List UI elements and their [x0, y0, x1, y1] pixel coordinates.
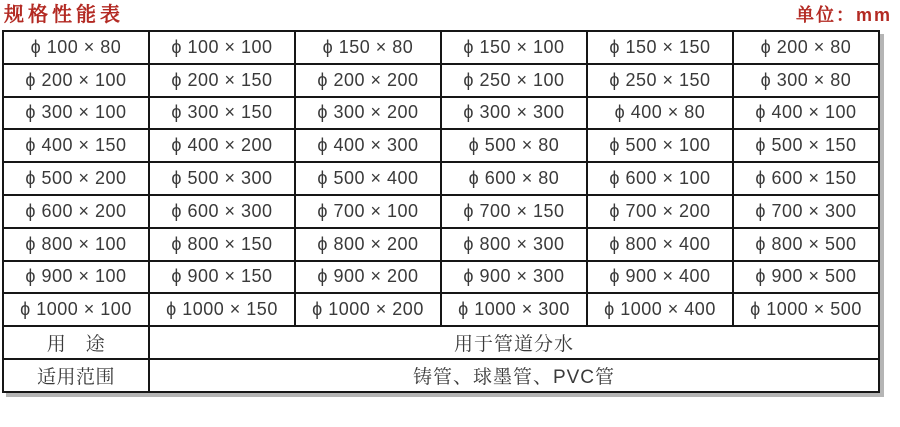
- spec-cell: ϕ 500 × 80: [441, 129, 587, 162]
- spec-row: [3, 64, 879, 97]
- spec-cell: ϕ 400 × 80: [587, 97, 733, 130]
- spec-cell: ϕ 600 × 200: [3, 195, 149, 228]
- spec-cell: ϕ 500 × 150: [733, 129, 879, 162]
- spec-cell: ϕ 900 × 300: [441, 261, 587, 294]
- spec-cell: ϕ 800 × 200: [295, 228, 441, 261]
- spec-cell: ϕ 200 × 100: [3, 64, 149, 97]
- spec-cell: ϕ 600 × 100: [587, 162, 733, 195]
- spec-cell: ϕ 1000 × 200: [295, 293, 441, 326]
- spec-cell: ϕ 1000 × 400: [587, 293, 733, 326]
- spec-row: [3, 31, 879, 64]
- spec-cell: ϕ 500 × 200: [3, 162, 149, 195]
- spec-table-body: [3, 31, 879, 326]
- spec-cell: ϕ 1000 × 500: [733, 293, 879, 326]
- spec-cell: ϕ 900 × 150: [149, 261, 295, 294]
- scope-value: 铸管、球墨管、PVC管: [149, 359, 879, 392]
- spec-cell: ϕ 300 × 200: [295, 97, 441, 130]
- spec-cell: ϕ 400 × 300: [295, 129, 441, 162]
- spec-row: [3, 162, 879, 195]
- spec-cell: ϕ 900 × 200: [295, 261, 441, 294]
- spec-row: [3, 261, 879, 294]
- spec-cell: ϕ 900 × 500: [733, 261, 879, 294]
- spec-row: [3, 195, 879, 228]
- spec-cell: ϕ 150 × 80: [295, 31, 441, 64]
- spec-row: [3, 97, 879, 130]
- scope-label: 适用范围: [3, 359, 149, 392]
- spec-cell: ϕ 100 × 100: [149, 31, 295, 64]
- page-header: [0, 0, 900, 28]
- spec-cell: ϕ 600 × 80: [441, 162, 587, 195]
- spec-cell: ϕ 700 × 300: [733, 195, 879, 228]
- spec-cell: ϕ 400 × 150: [3, 129, 149, 162]
- spec-table: [2, 30, 880, 393]
- spec-cell: ϕ 1000 × 100: [3, 293, 149, 326]
- unit-label: 单位：mm: [795, 5, 892, 25]
- spec-cell: ϕ 900 × 100: [3, 261, 149, 294]
- spec-cell: ϕ 300 × 150: [149, 97, 295, 130]
- page-title: 规格性能表: [4, 4, 124, 26]
- spec-cell: ϕ 500 × 400: [295, 162, 441, 195]
- spec-row: [3, 129, 879, 162]
- spec-cell: ϕ 800 × 300: [441, 228, 587, 261]
- spec-cell: ϕ 700 × 200: [587, 195, 733, 228]
- spec-cell: ϕ 150 × 100: [441, 31, 587, 64]
- spec-cell: ϕ 800 × 400: [587, 228, 733, 261]
- spec-row: [3, 293, 879, 326]
- spec-cell: ϕ 250 × 100: [441, 64, 587, 97]
- spec-cell: ϕ 250 × 150: [587, 64, 733, 97]
- purpose-value: 用于管道分水: [149, 326, 879, 359]
- spec-cell: ϕ 200 × 80: [733, 31, 879, 64]
- spec-cell: ϕ 800 × 100: [3, 228, 149, 261]
- spec-cell: ϕ 300 × 300: [441, 97, 587, 130]
- spec-cell: ϕ 400 × 100: [733, 97, 879, 130]
- spec-cell: ϕ 1000 × 150: [149, 293, 295, 326]
- purpose-row: [3, 326, 879, 359]
- spec-cell: ϕ 600 × 300: [149, 195, 295, 228]
- spec-cell: ϕ 600 × 150: [733, 162, 879, 195]
- spec-cell: ϕ 500 × 300: [149, 162, 295, 195]
- spec-cell: ϕ 200 × 150: [149, 64, 295, 97]
- spec-cell: ϕ 100 × 80: [3, 31, 149, 64]
- spec-cell: ϕ 700 × 150: [441, 195, 587, 228]
- spec-cell: ϕ 800 × 150: [149, 228, 295, 261]
- spec-cell: ϕ 400 × 200: [149, 129, 295, 162]
- spec-cell: ϕ 800 × 500: [733, 228, 879, 261]
- spec-cell: ϕ 200 × 200: [295, 64, 441, 97]
- spec-cell: ϕ 300 × 100: [3, 97, 149, 130]
- spec-cell: ϕ 150 × 150: [587, 31, 733, 64]
- spec-cell: ϕ 900 × 400: [587, 261, 733, 294]
- spec-cell: ϕ 700 × 100: [295, 195, 441, 228]
- purpose-label: 用 途: [3, 326, 149, 359]
- spec-table-footer: [3, 326, 879, 392]
- spec-cell: ϕ 300 × 80: [733, 64, 879, 97]
- spec-row: [3, 228, 879, 261]
- scope-row: [3, 359, 879, 392]
- spec-cell: ϕ 1000 × 300: [441, 293, 587, 326]
- spec-cell: ϕ 500 × 100: [587, 129, 733, 162]
